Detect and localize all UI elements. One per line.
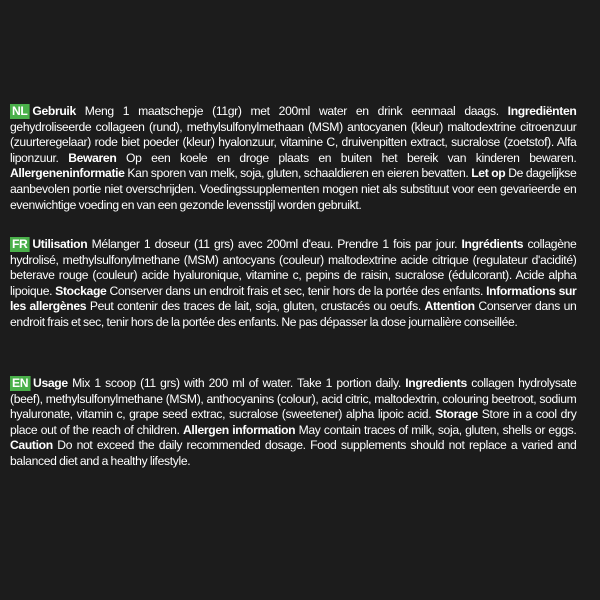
text-ingredients-en: collagen hydrolysate (beef), methylsulfonylmethane (MSM), anthocyanins (colour), acid citric, maltodextrin, colouring beetroot, sodium hyaluronate, vitamin c, grape seed extrac, sucralose (sweetener) alpha lipoic acid. [10, 376, 577, 422]
text-allergen-nl: Kan sporen van melk, soja, gluten, schaaldieren en eieren bevatten. [124, 166, 472, 181]
text-usage-fr: Mélanger 1 doseur (11 grs) avec 200ml d'eau. Prendre 1 fois par jour. [87, 237, 462, 251]
heading-storage-fr: Stockage [55, 283, 107, 298]
text-storage-fr: Conserver dans un endroit frais et sec, tenir hors de la portée des enfants. [106, 283, 487, 298]
heading-caution-fr: Attention [424, 299, 475, 314]
section-french [10, 237, 576, 331]
heading-usage-en: Usage [33, 376, 68, 390]
section-dutch [10, 104, 576, 213]
heading-caution-en: Caution [10, 438, 53, 453]
text-caution-en: Do not exceed the daily recommended dosage. Food supplements should not replace a varied and balanced diet and a healthy lifestyle. [10, 438, 577, 468]
heading-caution-nl: Let op [471, 166, 506, 181]
heading-ingredients-nl: Ingrediënten [507, 104, 577, 118]
text-caution-nl: De dagelijkse aanbevolen portie niet overschrijden. Voedingssupplementen mogen niet als substituut voor een gevarieerde en evenwichtige voeding en van een gezonde levensstijl worden gebruikt. [10, 166, 577, 212]
heading-allergen-en: Allergen information [183, 422, 296, 437]
heading-allergen-nl: Allergeneninformatie [10, 166, 125, 181]
heading-storage-en: Storage [435, 407, 478, 422]
language-badge-fr: FR [11, 237, 28, 251]
section-english [10, 376, 576, 470]
text-ingredients-nl: gehydroliseerde collageen (rund), methylsulfonylmethaan (MSM) antocyanen (kleur) maltodextrine citroenzuur (zuurteregelaar) rode biet poeder (kleur) hyalonzuur, vitamine C, druivenpitten extract, sucralose (zoetstof). Alfa liponzuur. [10, 119, 577, 165]
text-caution-fr: Conserver dans un endroit frais et sec, tenir hors de la portée des enfants. Ne pas dépasser la dose journalière conseillée. [10, 299, 577, 329]
text-storage-en: Store in a cool dry place out of the reach of children. [10, 407, 577, 437]
text-allergen-fr: Peut contenir des traces de lait, soja, gluten, crustacés ou oeufs. [86, 299, 425, 314]
text-ingredients-fr: collagène hydrolisé, methylsulfonylmethane (MSM) antocyans (couleur) maltodextrine acide citrique (regulateur d'acidité) beterave rouge (couleur) acide hyaluronique, vitamine c, pepins de raisin, sucralose (édulcorant). Acide alpha lipoique. [10, 237, 577, 298]
heading-ingredients-fr: Ingrédients [461, 237, 524, 251]
text-usage-nl: Meng 1 maatschepje (11gr) met 200ml water en drink eenmaal daags. [75, 104, 508, 118]
language-badge-en: EN [11, 376, 29, 390]
heading-usage-nl: Gebruik [32, 104, 76, 118]
language-badge-nl: NL [11, 104, 28, 118]
heading-allergen-fr: Informations sur les allergènes [10, 283, 577, 314]
text-allergen-en: May contain traces of milk, soja, gluten, shells or eggs. [295, 422, 577, 437]
text-storage-nl: Op een koele en droge plaats en buiten het bereik van kinderen bewaren. [116, 150, 577, 165]
heading-usage-fr: Utilisation [32, 237, 88, 251]
text-usage-en: Mix 1 scoop (11 grs) with 200 ml of water. Take 1 portion daily. [67, 376, 406, 390]
heading-ingredients-en: Ingredients [405, 376, 467, 390]
heading-storage-nl: Bewaren [68, 150, 117, 165]
